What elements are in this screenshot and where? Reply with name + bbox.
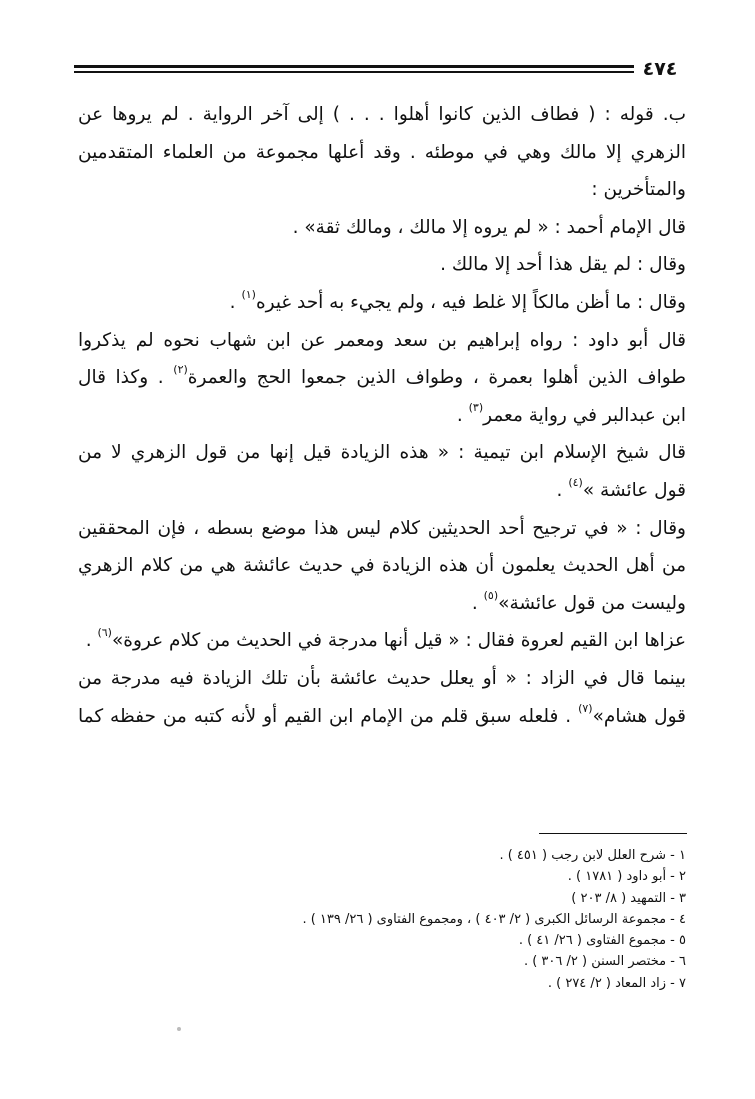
body-line (78, 134, 686, 172)
body-line (78, 359, 686, 397)
body-line-text: قال الإمام أحمد : « لم يروه إلا مالك ، ومالك ثقة» . (292, 216, 686, 238)
footnote-item: ٦ - مختصر السنن ( ٢/ ٣٠٦ ) . (523, 954, 686, 970)
footnote-separator (539, 833, 687, 834)
footnote-item: ١ - شرح العلل لابن رجب ( ٤٥١ ) . (499, 848, 686, 863)
body-line-text: وقال : « في ترجيح أحد الحديثين كلام ليس هذا موضع بسطه ، فإن المحققين (78, 517, 686, 539)
body-line-tail: . (556, 479, 569, 501)
body-line (78, 434, 686, 472)
footnote-item: ٤ - مجموعة الرسائل الكبرى ( ٢/ ٤٠٣ ) ، ومجموع الفتاوى ( ٢٦/ ١٣٩ ) . (302, 911, 686, 927)
page-number: ٤٧٤ (642, 58, 678, 80)
body-line (78, 246, 686, 284)
body-line-text: عزاها ابن القيم لعروة فقال : « قيل أنها مدرجة في الحديث من كلام عروة» (111, 630, 686, 652)
footnote-reference[interactable]: (٦) (97, 626, 112, 640)
header-rule-thick (74, 65, 634, 68)
footnote-reference[interactable]: (١) (241, 287, 256, 301)
header-rule-thin (74, 71, 634, 73)
body-line (78, 585, 686, 623)
footnote-item: ٧ - زاد المعاد ( ٢/ ٢٧٤ ) . (547, 975, 686, 991)
body-line-text: بينما قال في الزاد : « أو يعلل حديث عائشة بأن تلك الزيادة فيه مدرجة من (78, 667, 686, 689)
body-line-tail: . (471, 592, 484, 614)
body-line (78, 209, 686, 247)
footnote-item: ٥ - مجموع الفتاوى ( ٢٦/ ٤١ ) . (518, 933, 686, 949)
body-line-text: قال شيخ الإسلام ابن تيمية : « هذه الزيادة قيل إنها من قول الزهري لا من (78, 442, 686, 464)
body-line (78, 322, 686, 360)
body-line-text: قول هشام» (592, 705, 686, 727)
body-line (78, 622, 686, 660)
body-line (78, 510, 686, 548)
footnote-reference[interactable]: (٢) (173, 363, 188, 377)
page-header (74, 58, 686, 82)
body-line-text: وقال : لم يقل هذا أحد إلا مالك . (440, 254, 686, 276)
body-text (78, 96, 686, 735)
footnote-reference[interactable]: (٤) (568, 475, 583, 489)
body-line-text: والمتأخرين : (591, 179, 686, 201)
body-line-text: ابن عبدالبر في رواية معمر (483, 404, 686, 426)
footnote-reference[interactable]: (٧) (578, 701, 593, 715)
footnote-item: ٣ - التمهيد ( ٨/ ٢٠٣ ) (571, 890, 686, 906)
body-line-text: ب. قوله : ( فطاف الذين كانوا أهلوا . . . ) إلى آخر الرواية . لم يروها عن (78, 104, 686, 125)
body-line (78, 284, 686, 322)
body-line (78, 171, 686, 209)
body-line-text: طواف الذين أهلوا بعمرة ، وطواف الذين جمعوا الحج والعمرة (187, 367, 686, 389)
body-line-tail: . (229, 291, 242, 313)
body-line-text: قال أبو داود : رواه إبراهيم بن سعد ومعمر عن ابن شهاب نحوه لم يذكروا (78, 329, 686, 351)
body-line-text: الزهري إلا مالك وهي في موطئه . وقد أعلها مجموعة من العلماء المتقدمين (78, 141, 686, 163)
body-line (78, 397, 686, 435)
body-line-tail: . (456, 404, 469, 426)
body-line (78, 660, 686, 698)
footnote-reference[interactable]: (٣) (468, 400, 484, 414)
body-line-text: قول عائشة » (582, 479, 686, 501)
body-line (78, 472, 686, 510)
body-line-tail: . (85, 630, 98, 652)
footnote-reference[interactable]: (٥) (483, 588, 499, 602)
body-line (78, 547, 686, 585)
body-line-text: من أهل الحديث يعلمون أن هذه الزيادة في حديث عائشة هي من كلام الزهري (78, 555, 686, 577)
footnotes (78, 845, 686, 994)
scan-speck (177, 1027, 181, 1031)
body-line-tail: . فلعله سبق قلم من الإمام ابن القيم أو لأنه كتبه من حفظه كما (78, 705, 579, 727)
body-line (78, 698, 686, 736)
footnote-item: ٢ - أبو داود ( ١٧٨١ ) . (567, 869, 686, 885)
body-line-tail: . وكذا قال (78, 367, 174, 389)
body-line-text: وقال : ما أظن مالكاً إلا غلط فيه ، ولم يجيء به أحد غيره (255, 291, 686, 313)
body-line (78, 96, 686, 134)
body-line-text: وليست من قول عائشة» (498, 592, 686, 614)
